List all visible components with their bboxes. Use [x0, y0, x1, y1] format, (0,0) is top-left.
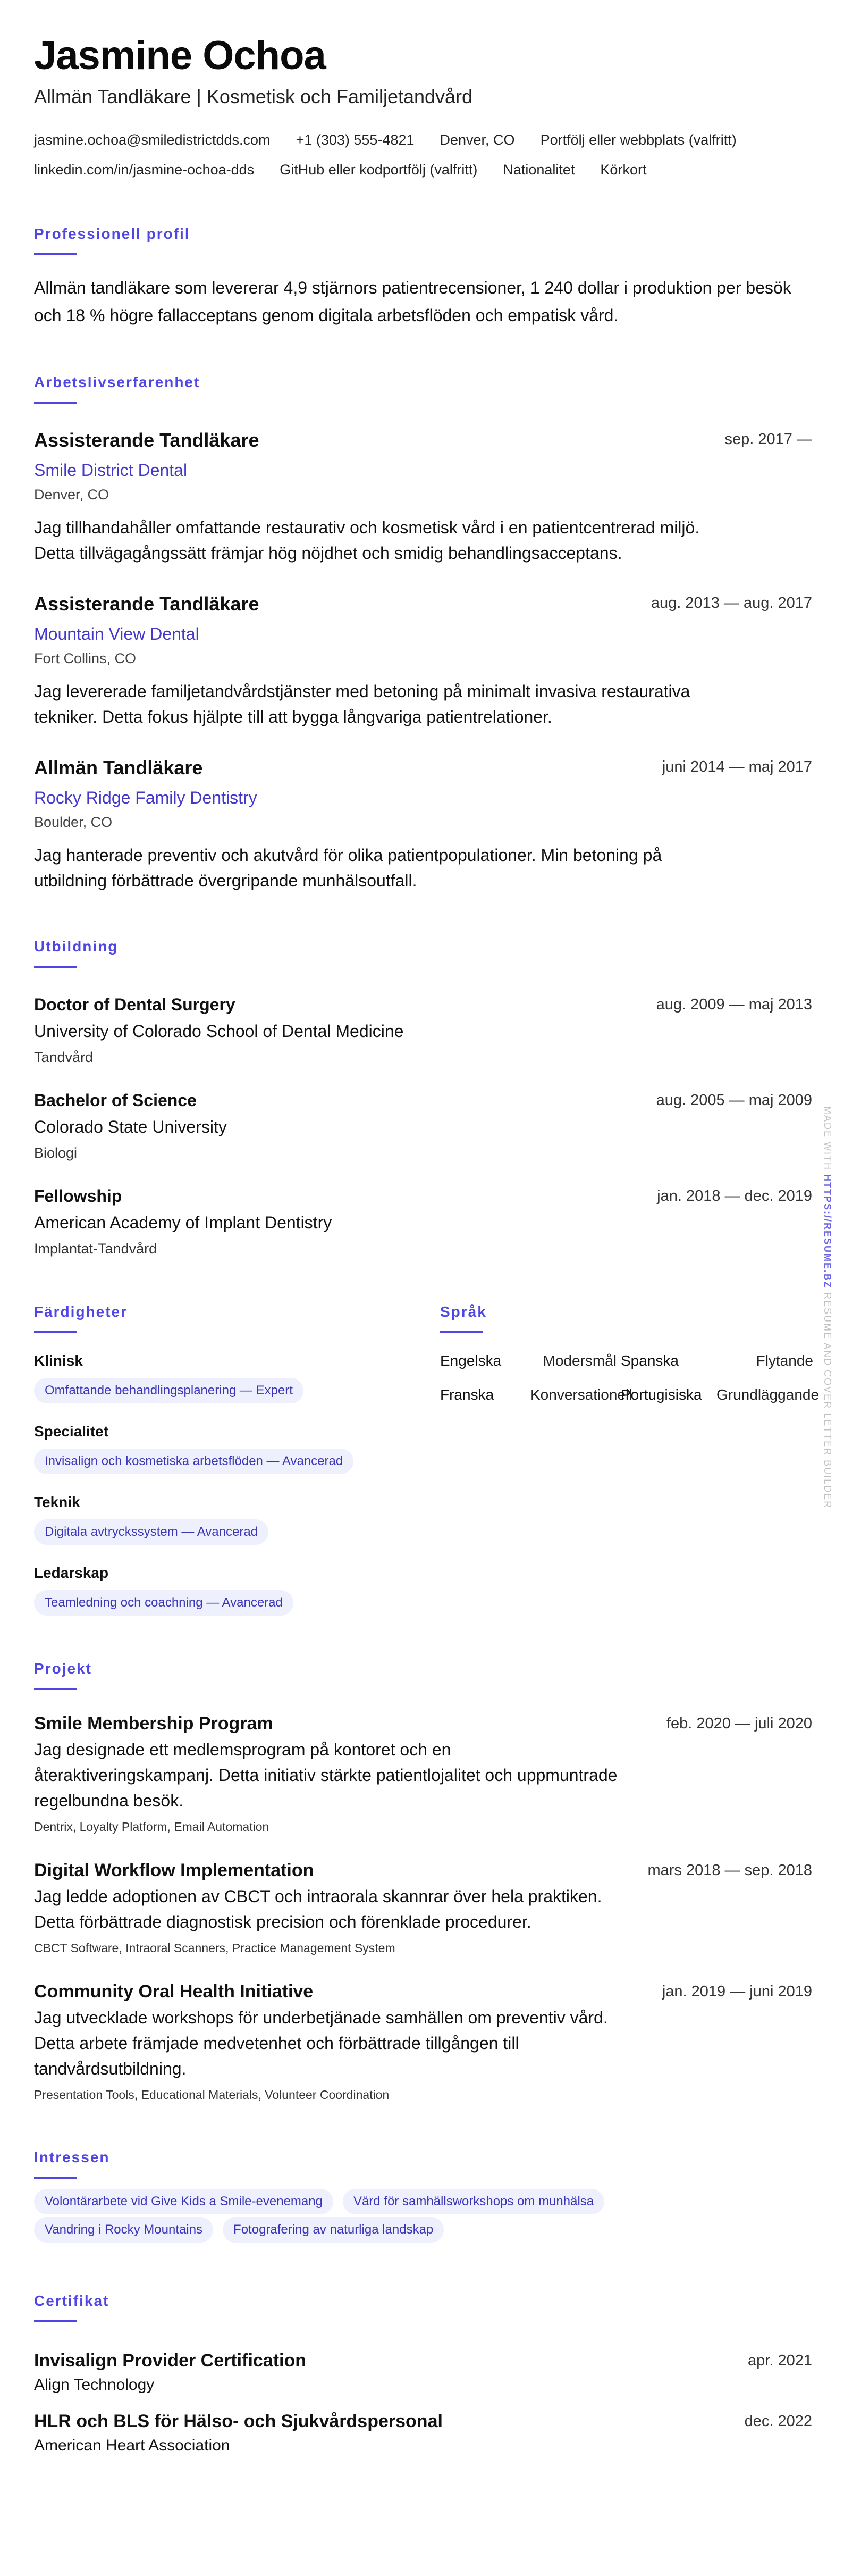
job-entry: [34, 428, 812, 566]
interest-chip: Fotografering av naturliga landskap: [223, 2217, 444, 2243]
contact-license: Körkort: [600, 162, 647, 178]
language-level: Flytande: [756, 1352, 813, 1369]
resume-header: [34, 32, 812, 185]
project-date: mars 2018 — sep. 2018: [647, 1862, 812, 1879]
degree: Fellowship: [34, 1186, 122, 1206]
field-of-study: Tandvård: [34, 1049, 94, 1065]
school: American Academy of Implant Dentistry: [34, 1213, 332, 1232]
certificate-title: HLR och BLS för Hälso- och Sjukvårdspersonal: [34, 2411, 443, 2431]
project-date: feb. 2020 — juli 2020: [666, 1715, 812, 1732]
job-title: Assisterande Tandläkare: [34, 593, 259, 615]
project-title: Digital Workflow Implementation: [34, 1860, 314, 1880]
experience-section: [34, 372, 812, 893]
project-date: jan. 2019 — juni 2019: [662, 1983, 812, 2000]
project-title: Smile Membership Program: [34, 1713, 273, 1734]
language-level: Grundläggande: [716, 1386, 820, 1403]
education-entry: [34, 993, 812, 1067]
language-list: [440, 1350, 823, 1406]
section-heading: Professionell profil: [34, 225, 190, 242]
job-description: Jag hanterade preventiv och akutvård för olika patientpopulationer. Min betoning på utbildning förbättrade övergripande munhälsoutfall.: [34, 846, 662, 890]
job-city: Denver, CO: [34, 487, 109, 503]
education-date: aug. 2005 — maj 2009: [656, 1092, 812, 1109]
job-date: sep. 2017 —: [724, 431, 812, 448]
section-heading: Utbildning: [34, 938, 119, 955]
language-name: Franska: [440, 1386, 494, 1403]
job-city: Fort Collins, CO: [34, 650, 137, 666]
job-date: aug. 2013 — aug. 2017: [651, 595, 812, 612]
education-date: jan. 2018 — dec. 2019: [657, 1187, 812, 1205]
job-company: Rocky Ridge Family Dentistry: [34, 788, 257, 807]
heading-underline: [440, 1331, 483, 1333]
contact-phone[interactable]: +1 (303) 555-4821: [296, 132, 415, 148]
project-title: Community Oral Health Initiative: [34, 1981, 314, 2002]
job-city: Boulder, CO: [34, 814, 113, 830]
job-date: juni 2014 — maj 2017: [662, 758, 812, 775]
interest-chip: Vandring i Rocky Mountains: [34, 2217, 213, 2243]
interests-section: [34, 2147, 812, 2243]
candidate-subtitle: Allmän Tandläkare | Kosmetisk och Familjetandvård: [34, 86, 473, 107]
certificate-date: apr. 2021: [748, 2352, 812, 2369]
section-heading: Projekt: [34, 1660, 92, 1677]
job-company: Mountain View Dental: [34, 624, 199, 643]
candidate-name: Jasmine Ochoa: [34, 33, 326, 78]
skill-category: Specialitet: [34, 1423, 109, 1440]
skill-category: Teknik: [34, 1494, 80, 1510]
project-tech: Dentrix, Loyalty Platform, Email Automation: [34, 1820, 269, 1834]
skill-chip: Invisalign och kosmetiska arbetsflöden — Avancerad: [34, 1449, 353, 1474]
project-tech: CBCT Software, Intraoral Scanners, Practice Management System: [34, 1941, 395, 1955]
projects-section: [34, 1658, 812, 2104]
contact-email[interactable]: jasmine.ochoa@smiledistrictdds.com: [34, 132, 271, 148]
certificate-date: dec. 2022: [744, 2413, 812, 2430]
section-heading: Färdigheter: [34, 1303, 128, 1320]
language-name: Spanska: [621, 1352, 679, 1369]
project-description: Jag ledde adoptionen av CBCT och intraorala skannrar över hela praktiken. Detta förbättrade diagnostisk precision och förenklade procedurer.: [34, 1887, 602, 1931]
skill-chip: Omfattande behandlingsplanering — Expert: [34, 1378, 303, 1403]
skill-category: Klinisk: [34, 1352, 83, 1369]
skill-chip: Teamledning och coachning — Avancerad: [34, 1590, 293, 1616]
field-of-study: Biologi: [34, 1145, 78, 1161]
heading-underline: [34, 253, 77, 255]
watermark-prefix: MADE WITH: [822, 1106, 833, 1170]
certificate-issuer: Align Technology: [34, 2376, 155, 2394]
language-level: Modersmål: [543, 1352, 617, 1369]
job-entry: [34, 591, 812, 730]
project-entry: [34, 1712, 812, 1836]
skill-category: Ledarskap: [34, 1565, 109, 1581]
degree: Bachelor of Science: [34, 1091, 197, 1110]
language-level: Konversationell: [530, 1386, 632, 1403]
education-entry: [34, 1089, 812, 1163]
section-heading: Arbetslivserfarenhet: [34, 374, 200, 390]
job-title: Allmän Tandläkare: [34, 757, 203, 779]
contact-linkedin[interactable]: linkedin.com/in/jasmine-ochoa-dds: [34, 162, 255, 178]
language-name: Portugisiska: [621, 1386, 702, 1403]
watermark: [820, 1106, 835, 1563]
certificate-entry: [34, 2410, 812, 2457]
interest-chip: Värd för samhällsworkshops om munhälsa: [343, 2189, 604, 2214]
skill-chip: Digitala avtryckssystem — Avancerad: [34, 1519, 268, 1545]
job-description: Jag levererade familjetandvårdstjänster med betoning på minimalt invasiva restaurativa tekniker. Detta fokus hjälpte till att bygga långvariga patientrelationer.: [34, 682, 690, 726]
section-heading: Intressen: [34, 2149, 110, 2165]
interest-chip: Volontärarbete vid Give Kids a Smile-evenemang: [34, 2189, 333, 2214]
project-description: Jag utvecklade workshops för underbetjänade samhällen om preventiv vård. Detta arbete främjade medvetenhet och förbättrade tillgången till tandvårdsutbildning.: [34, 2008, 608, 2078]
certificate-issuer: American Heart Association: [34, 2437, 230, 2454]
project-tech: Presentation Tools, Educational Materials, Volunteer Coordination: [34, 2088, 390, 2102]
job-description: Jag tillhandahåller omfattande restaurativ och kosmetisk vård i en patientcentrerad miljö. Detta tillvägagångssätt främjar hög nöjdhet och smidig behandlingsacceptans.: [34, 518, 700, 563]
job-entry: [34, 755, 812, 893]
contact-portfolio[interactable]: Portfölj eller webbplats (valfritt): [540, 132, 737, 148]
skills-column: [34, 1301, 440, 1616]
heading-underline: [34, 2177, 77, 2179]
section-heading: Certifikat: [34, 2293, 109, 2309]
contact-nationality: Nationalitet: [503, 162, 575, 178]
heading-underline: [34, 402, 77, 404]
watermark-suffix: RESUME AND COVER LETTER BUILDER: [822, 1292, 833, 1509]
certificate-title: Invisalign Provider Certification: [34, 2351, 307, 2371]
education-section: [34, 936, 812, 1259]
field-of-study: Implantat-Tandvård: [34, 1241, 157, 1257]
education-date: aug. 2009 — maj 2013: [656, 996, 812, 1013]
school: Colorado State University: [34, 1117, 227, 1136]
section-heading: Språk: [440, 1303, 487, 1320]
heading-underline: [34, 966, 77, 968]
profile-text: Allmän tandläkare som levererar 4,9 stjärnors patientrecensioner, 1 240 dollar i produktion per besök och 18 % högre fallacceptans genom digitala arbetsflöden och empatisk vård.: [34, 278, 791, 325]
languages-column: [440, 1301, 820, 1616]
project-entry: [34, 1980, 812, 2104]
certificate-entry: [34, 2349, 812, 2397]
language-name: Engelska: [440, 1352, 502, 1369]
certificates-section: [34, 2290, 812, 2457]
resume-page: [34, 32, 820, 2457]
degree: Doctor of Dental Surgery: [34, 995, 235, 1014]
contact-list: [34, 125, 812, 185]
skills-languages-section: [34, 1301, 820, 1616]
job-title: Assisterande Tandläkare: [34, 429, 259, 451]
profile-section: [34, 223, 812, 329]
contact-github[interactable]: GitHub eller kodportfölj (valfritt): [280, 162, 478, 178]
school: University of Colorado School of Dental Medicine: [34, 1022, 404, 1041]
project-description: Jag designade ett medlemsprogram på kontoret och en återaktiveringskampanj. Detta initiativ stärkte patientlojalitet och uppmuntrade regelbundna besök.: [34, 1740, 618, 1810]
heading-underline: [34, 1331, 77, 1333]
education-entry: [34, 1184, 812, 1259]
contact-location: Denver, CO: [440, 132, 515, 148]
heading-underline: [34, 2320, 77, 2322]
watermark-link[interactable]: HTTPS://RESUME.BZ: [822, 1174, 833, 1289]
heading-underline: [34, 1688, 77, 1690]
project-entry: [34, 1859, 812, 1958]
interest-list: [34, 2189, 672, 2243]
job-company: Smile District Dental: [34, 461, 188, 480]
